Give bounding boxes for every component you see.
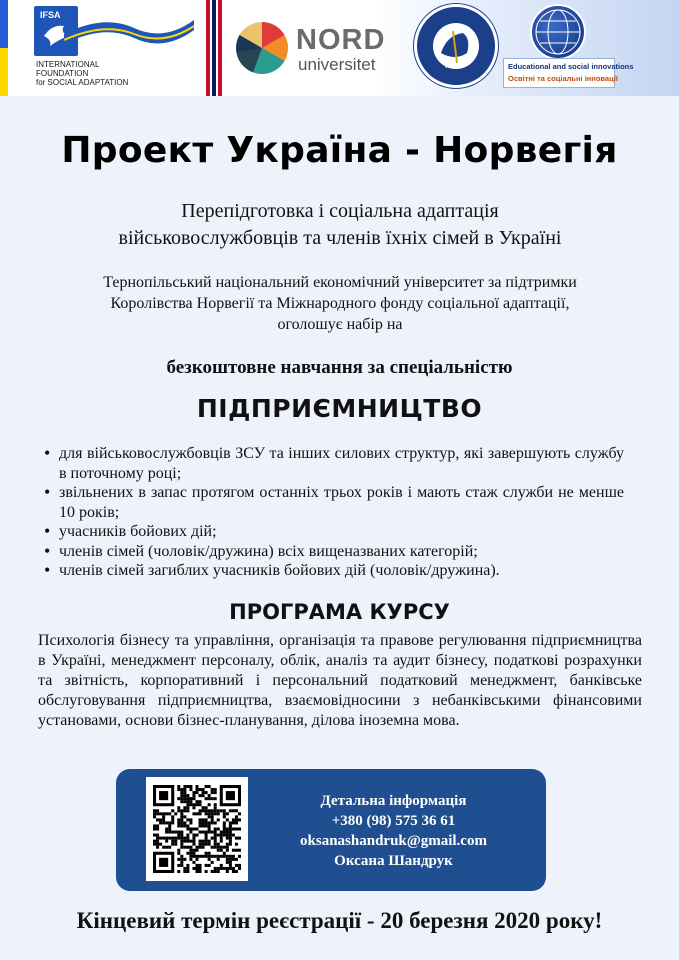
globe-icon	[530, 4, 586, 60]
nord-sub: universitet	[298, 55, 376, 74]
list-item: • звільнених в запас протягом останніх трьох років і мають стаж служби не менше 10 років;	[44, 483, 624, 522]
intro-line: Королівства Норвегії та Міжнародного фонду соціальної адаптації,	[110, 295, 570, 312]
qr-code-icon	[153, 785, 241, 873]
list-item: • членів сімей загиблих учасників бойових дій (чоловік/дружина).	[44, 561, 624, 581]
contact-box	[116, 769, 546, 891]
tneu-abbr: THEY	[444, 63, 463, 70]
tneu-seal-icon	[414, 4, 498, 88]
deadline: Кінцевий термін реєстрації - 20 березня 2020 року!	[76, 908, 603, 933]
list-item: • членів сімей (чоловік/дружина) всіх вищеназваних категорій;	[44, 542, 624, 562]
intro-line: Тернопільський національний економічний університет за підтримки	[103, 274, 577, 291]
subtitle-line: Перепідготовка і соціальна адаптація	[181, 200, 499, 222]
contact-phone[interactable]: +380 (98) 575 36 61	[331, 813, 456, 829]
program-heading: ПРОГРАМА КУРСУ	[229, 600, 450, 624]
ifsa-ribbon-icon	[64, 14, 194, 48]
subtitle	[60, 198, 620, 252]
free-study-line: безкоштовне навчання за спеціальністю	[166, 357, 513, 378]
list-item: • для військовослужбовців ЗСУ та інших силових структур, які завершують службу в поточному році;	[44, 444, 624, 483]
intro-line: оголошує набір на	[277, 316, 403, 333]
subtitle-line: військовослужбовців та членів їхніх сімей в Україні	[118, 227, 562, 249]
ifsa-abbr: IFSA	[40, 10, 61, 20]
contact-heading: Детальна інформація	[320, 793, 467, 809]
contact-info	[266, 791, 521, 871]
edu-innovations-logo	[503, 58, 634, 88]
nord-emblem-icon	[236, 22, 288, 74]
eligibility-list	[44, 444, 624, 581]
program-text: Психологія бізнесу та управління, організація та правове регулювання підприємництва в Україні, менеджмент персоналу, облік, аналіз та аудит бізнесу, податкові розрахунки та звітність, корпоративний і персональний податковий менеджмент, банківське обслуговування підприємництва, взаємовідносини з небанківськими фінансовими установами, основи бізнес-планування, ділова іноземна мова.	[38, 632, 642, 729]
nord-logo	[236, 14, 396, 84]
intro	[70, 272, 610, 335]
ifsa-logo	[34, 4, 204, 92]
contact-email[interactable]: oksanashandruk@gmail.com	[300, 833, 487, 849]
qr-code[interactable]	[146, 777, 248, 881]
nord-word: NORD	[296, 24, 386, 56]
contact-person: Оксана Шандрук	[334, 853, 453, 869]
ukraine-flag-stripe	[0, 0, 8, 96]
ifsa-name: INTERNATIONAL FOUNDATION for SOCIAL ADAPTATION	[36, 60, 129, 87]
list-item: • учасників бойових дій;	[44, 522, 624, 542]
edu-uk: Освітні та соціальні інновації	[508, 74, 618, 83]
norway-flag-stripe	[206, 0, 222, 96]
page-title: Проект Україна - Норвегія	[61, 130, 618, 171]
edu-en: Educational and social innovations	[508, 62, 634, 71]
logo-band	[0, 0, 679, 96]
specialty-heading: ПІДПРИЄМНИЦТВО	[196, 394, 483, 423]
